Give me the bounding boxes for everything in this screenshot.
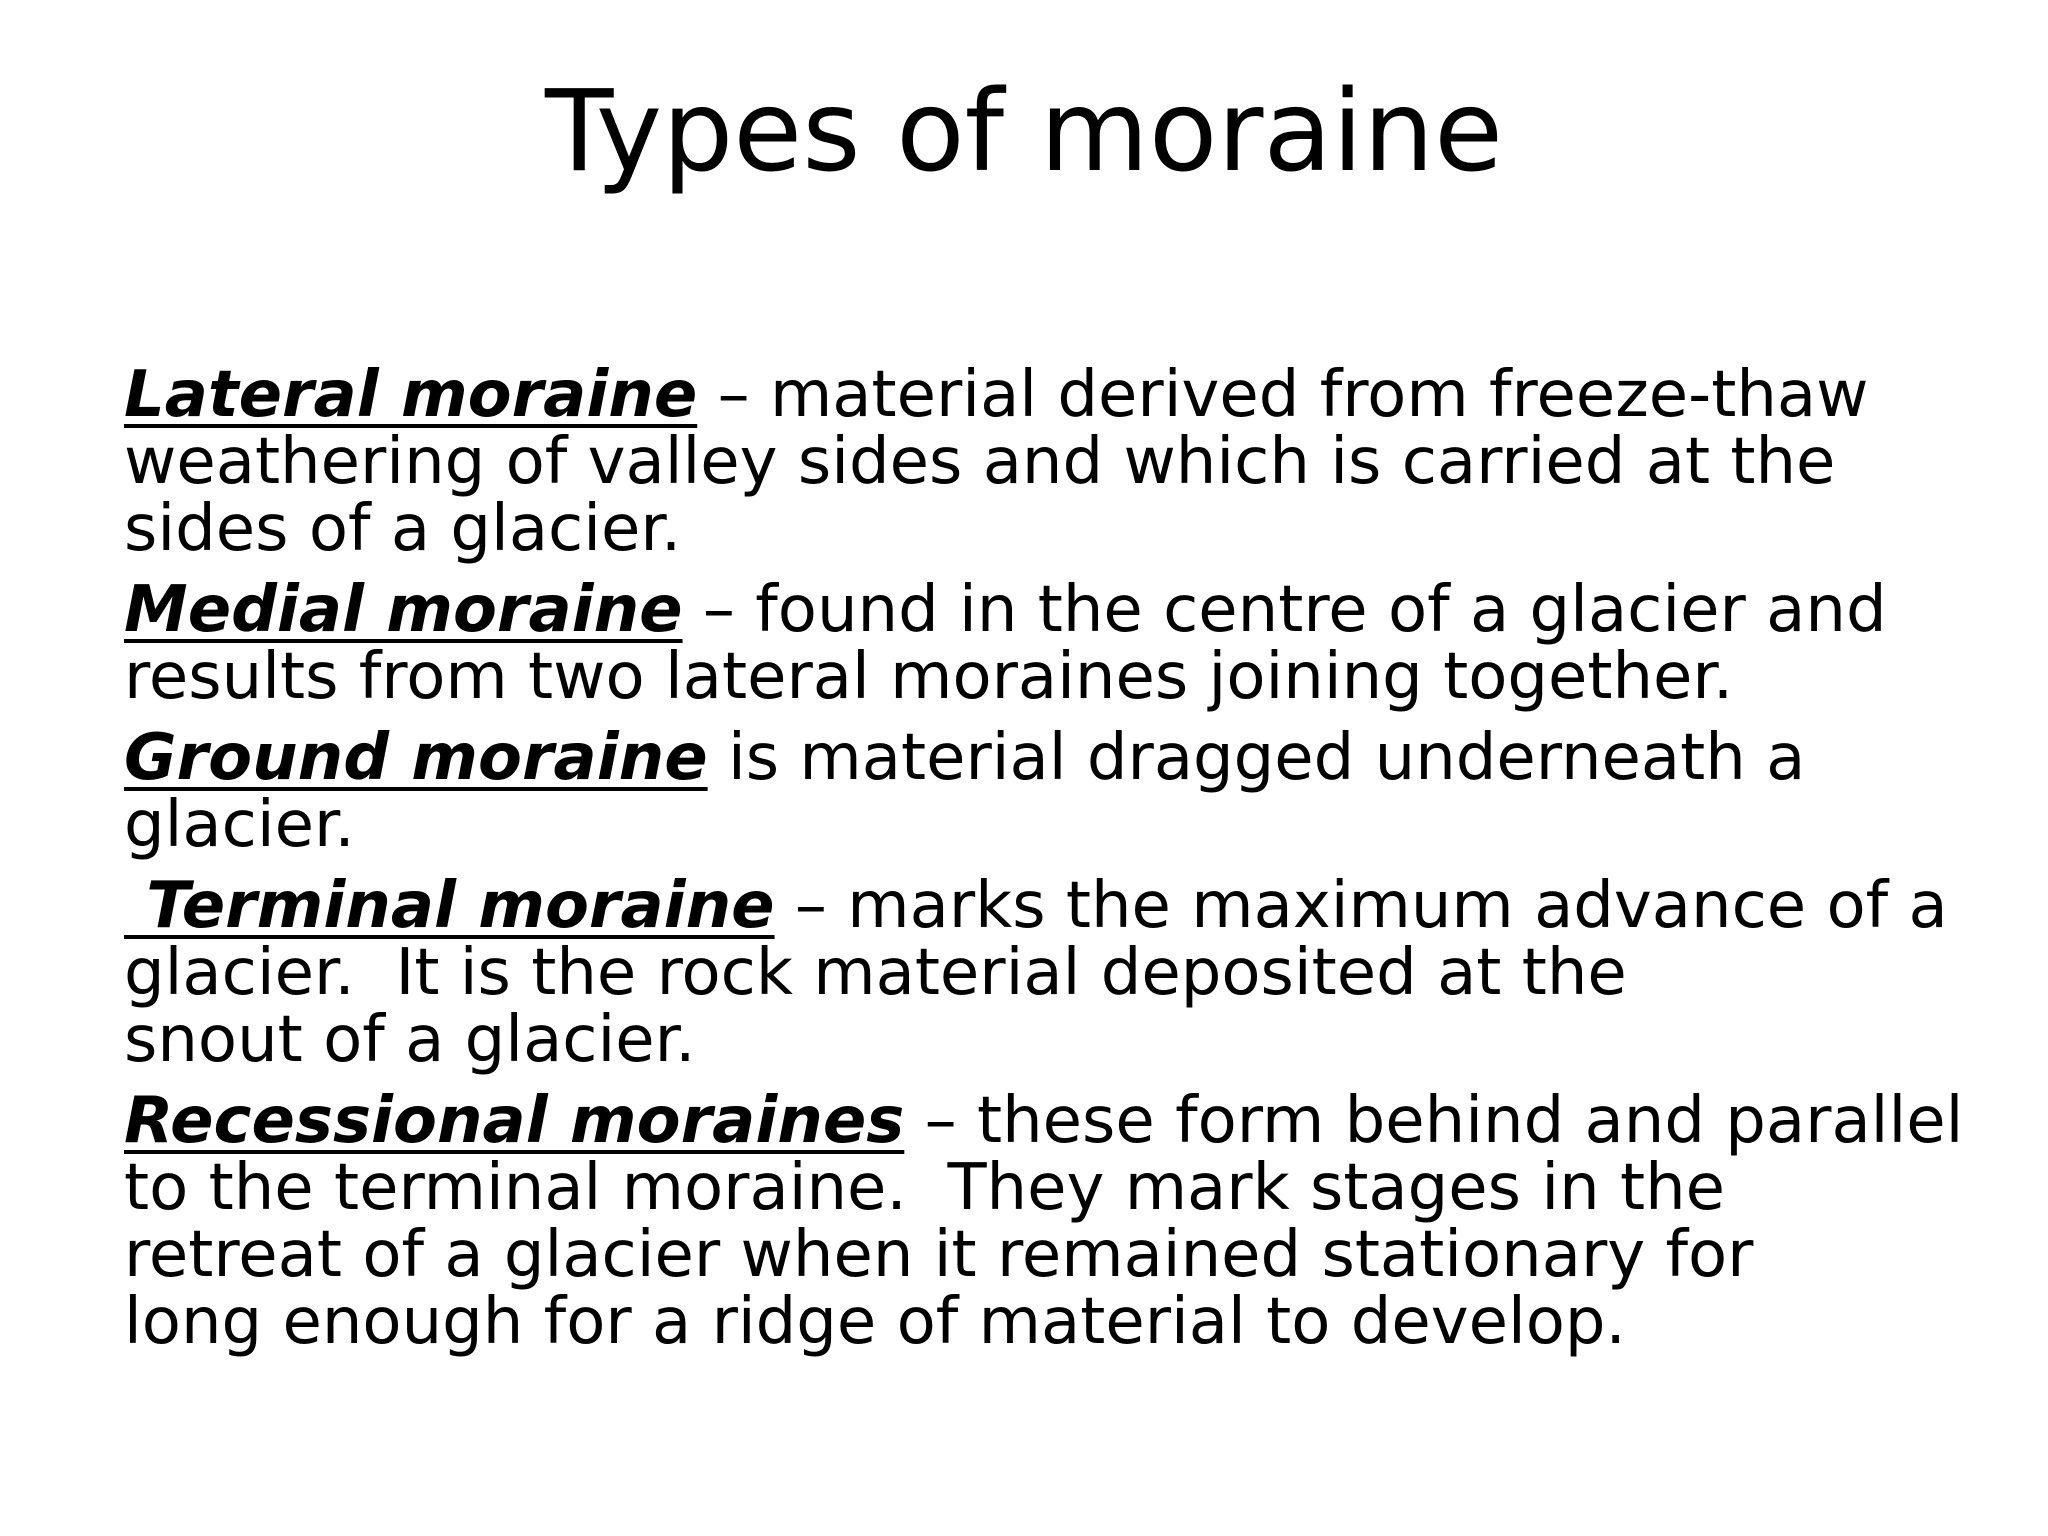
list-item-ground-moraine <box>124 721 1954 862</box>
term-medial-moraine: Medial moraine <box>124 573 683 647</box>
term-terminal-moraine: Terminal moraine <box>124 869 775 943</box>
description-line: to the terminal moraine. They mark stages in the <box>124 1151 1726 1225</box>
description-line: glacier. <box>124 788 355 862</box>
list-item-lateral-moraine <box>124 358 1954 566</box>
description-line: – marks the maximum advance of a <box>774 869 1948 943</box>
term-recessional-moraines: Recessional moraines <box>124 1084 905 1158</box>
moraine-list <box>124 358 1964 1370</box>
list-item-medial-moraine <box>124 573 1954 714</box>
description-line: long enough for a ridge of material to develop. <box>124 1285 1626 1359</box>
slide-title: Types of moraine <box>544 67 1504 197</box>
description-line: – material derived from freeze-thaw <box>697 358 1869 432</box>
description-line: retreat of a glacier when it remained stationary for <box>124 1218 1754 1292</box>
description-line: results from two lateral moraines joining together. <box>124 640 1734 714</box>
list-item-recessional-moraines <box>124 1084 1964 1359</box>
description-line: glacier. It is the rock material deposited at the <box>124 936 1627 1010</box>
term-ground-moraine: Ground moraine <box>124 721 708 795</box>
list-item-terminal-moraine <box>124 869 1954 1077</box>
description-line: snout of a glacier. <box>124 1003 696 1077</box>
description-line: is material dragged underneath a <box>707 721 1806 795</box>
description-line: – these form behind and parallel <box>904 1084 1964 1158</box>
description-line: weathering of valley sides and which is carried at the <box>124 425 1836 499</box>
description-line: sides of a glacier. <box>124 492 682 566</box>
description-line: – found in the centre of a glacier and <box>682 573 1887 647</box>
term-lateral-moraine: Lateral moraine <box>124 358 698 432</box>
